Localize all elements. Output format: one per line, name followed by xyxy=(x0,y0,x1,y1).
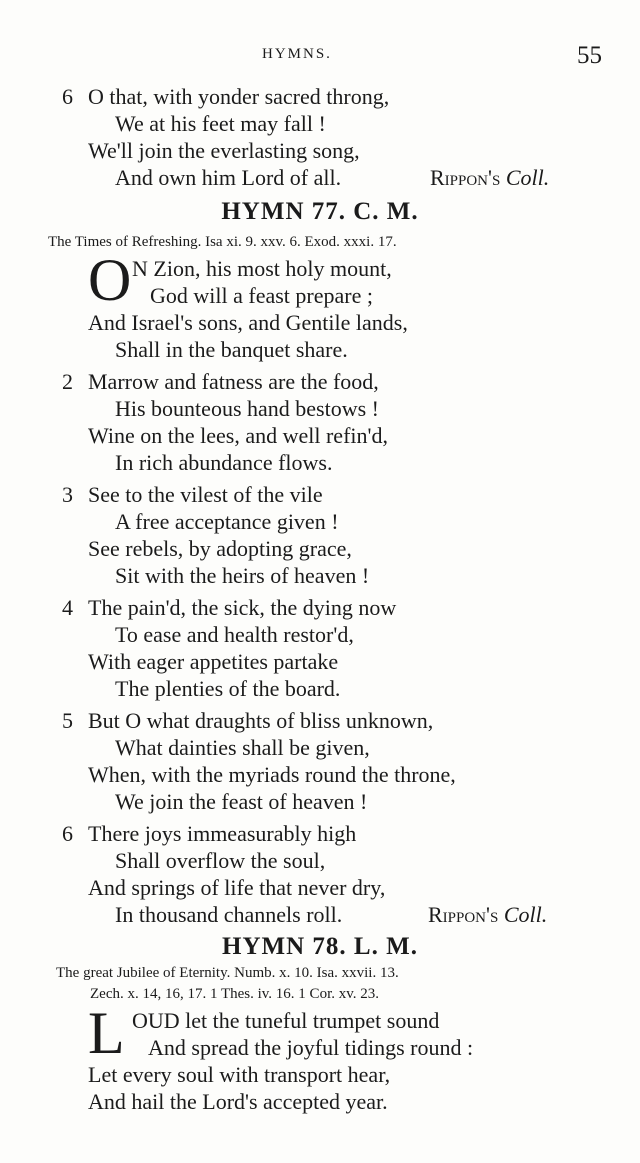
verse-line: With eager appetites partake xyxy=(88,649,339,674)
verse-line: Wine on the lees, and well refin'd, xyxy=(88,423,388,448)
verse-line: What dainties shall be given, xyxy=(115,735,370,760)
verse-line: And springs of life that never dry, xyxy=(88,875,386,900)
verse-line: To ease and health restor'd, xyxy=(115,622,354,647)
verse-number: 4 xyxy=(62,595,73,620)
verse-line: OUD let the tuneful trumpet sound xyxy=(132,1008,440,1033)
verse-line: Sit with the heirs of heaven ! xyxy=(115,563,370,588)
verse-number: 6 xyxy=(62,821,73,846)
verse-line: Shall in the banquet share. xyxy=(115,337,348,362)
hymn-subtitle: The great Jubilee of Eternity. Numb. x. 10. Isa. xxvii. 13. xyxy=(56,965,399,981)
drop-cap: O xyxy=(88,247,132,313)
verse-line: A free acceptance given ! xyxy=(115,509,339,534)
hymn-subtitle: Zech. x. 14, 16, 17. 1 Thes. iv. 16. 1 Cor. xv. 23. xyxy=(90,986,380,1002)
verse-line: We'll join the everlasting song, xyxy=(88,138,360,163)
verse-line: And Israel's sons, and Gentile lands, xyxy=(88,310,408,335)
running-head-title: HYMNS. xyxy=(262,46,332,62)
hymn-credit: Rippon's Coll. xyxy=(428,902,548,927)
verse-line: And hail the Lord's accepted year. xyxy=(88,1089,388,1114)
verse-number: 6 xyxy=(62,84,73,109)
verse-number: 2 xyxy=(62,369,73,394)
verse-line: And own him Lord of all. xyxy=(115,165,342,190)
hymn-title: HYMN 78. L. M. xyxy=(222,933,418,960)
running-head xyxy=(0,42,640,72)
hymn-credit: Rippon's Coll. xyxy=(430,165,550,190)
verse-line: O that, with yonder sacred throng, xyxy=(88,84,390,109)
verse-line: We at his feet may fall ! xyxy=(115,111,326,136)
verse-number: 5 xyxy=(62,708,73,733)
verse-line: There joys immeasurably high xyxy=(88,821,357,846)
verse-line: When, with the myriads round the throne, xyxy=(88,762,456,787)
page-number: 55 xyxy=(577,42,602,69)
verse-line: Shall overflow the soul, xyxy=(115,848,326,873)
verse-line: And spread the joyful tidings round : xyxy=(148,1035,474,1060)
hymn-subtitle: The Times of Refreshing. Isa xi. 9. xxv. 6. Exod. xxxi. 17. xyxy=(48,234,397,250)
verse-line: The plenties of the board. xyxy=(115,676,341,701)
verse-line: God will a feast prepare ; xyxy=(150,283,373,308)
verse-line: In thousand channels roll. xyxy=(115,902,343,927)
hymn-title: HYMN 77. C. M. xyxy=(221,198,419,225)
verse-line: The pain'd, the sick, the dying now xyxy=(88,595,397,620)
verse-line: Let every soul with transport hear, xyxy=(88,1062,391,1087)
verse-line: But O what draughts of bliss unknown, xyxy=(88,708,434,733)
verse-line: Marrow and fatness are the food, xyxy=(88,369,379,394)
verse-line: See to the vilest of the vile xyxy=(88,482,323,507)
verse-line: See rebels, by adopting grace, xyxy=(88,536,352,561)
drop-cap: L xyxy=(88,1000,125,1066)
verse-line: His bounteous hand bestows ! xyxy=(115,396,379,421)
verse-line: In rich abundance flows. xyxy=(115,450,333,475)
verse-line: N Zion, his most holy mount, xyxy=(132,256,392,281)
verse-line: We join the feast of heaven ! xyxy=(115,789,368,814)
verse-number: 3 xyxy=(62,482,73,507)
